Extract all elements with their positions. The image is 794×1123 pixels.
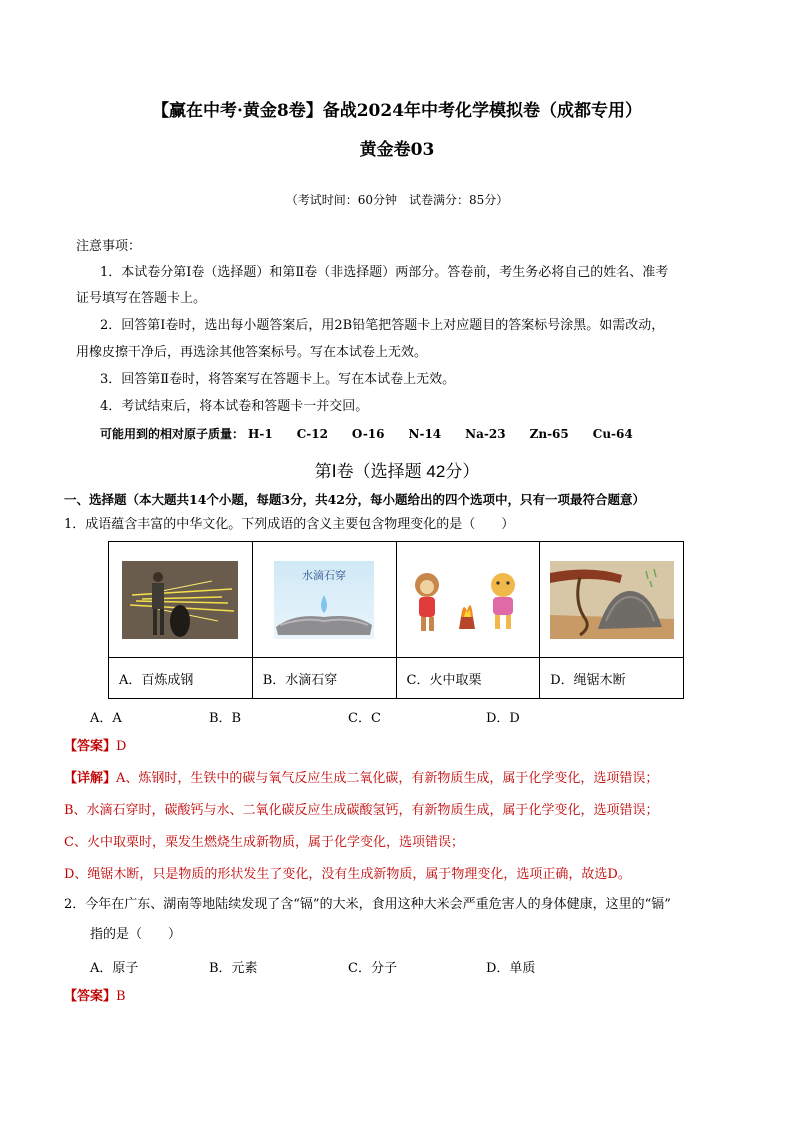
answer-label: 【答案】 — [64, 989, 117, 1004]
atomic-mass-line — [100, 425, 633, 443]
note-item: 用橡皮擦干净后，再选涂其他答案标号。写在本试卷上无效。 — [76, 345, 428, 360]
q1-image-cell-b — [252, 542, 396, 658]
answer-label: 【答案】 — [64, 739, 117, 754]
q2-option-a: A．原子 — [90, 961, 139, 976]
q2-stem: 2．今年在广东、湖南等地陆续发现了含“镉”的大米，食用这种大米会严重危害人的身体健康，这里的“镉” — [64, 897, 671, 912]
q1-explanation-line: 【详解】A、炼钢时，生铁中的碳与氧气反应生成二氧化碳，有新物质生成，属于化学变化，选项错误； — [64, 771, 659, 786]
rope-saw-wood-illustration — [550, 561, 674, 639]
q1-cell-label: B．水滴石穿 — [252, 658, 396, 699]
page-title: 【赢在中考·黄金8卷】备战2024年中考化学模拟卷（成都专用） — [151, 101, 643, 121]
note-item: 证号填写在答题卡上。 — [76, 291, 207, 306]
q1-cell-label: C．火中取栗 — [396, 658, 540, 699]
note-item: 4．考试结束后，将本试卷和答题卡一并交回。 — [100, 399, 369, 414]
q1-cell-label: A．百炼成钢 — [109, 658, 253, 699]
notes-heading: 注意事项： — [76, 239, 142, 254]
q2-answer — [64, 988, 126, 1006]
dripping-stone-illustration — [274, 561, 374, 639]
q1-cell-label: D．绳锯木断 — [540, 658, 684, 699]
q1-image-cell-c — [396, 542, 540, 658]
q1-option-c: C．C — [348, 711, 381, 726]
atomic-mass: N-14 — [408, 427, 442, 441]
q1-explanation-line: C、火中取栗时，栗发生燃烧生成新物质，属于化学变化，选项错误； — [64, 835, 464, 850]
q2-stem-cont: 指的是（ ） — [90, 927, 182, 942]
answer-value: D — [116, 739, 127, 754]
atomic-mass: Cu-64 — [592, 427, 633, 441]
atomic-mass: Na-23 — [465, 427, 506, 441]
atomic-mass: O-16 — [351, 427, 385, 441]
q2-option-c: C．分子 — [348, 961, 397, 976]
note-item: 2．回答第Ⅰ卷时，选出每小题答案后，用2B铅笔把答题卡上对应题目的答案标号涂黑。如需改动， — [100, 318, 665, 333]
q2-option-d: D．单质 — [486, 961, 536, 976]
blacksmith-illustration — [122, 561, 238, 639]
atomic-mass-label: 可能用到的相对原子质量： — [100, 427, 245, 441]
atomic-mass: C-12 — [296, 427, 328, 441]
atomic-mass: Zn-65 — [529, 427, 569, 441]
answer-value: B — [116, 989, 126, 1004]
q1-option-table — [108, 541, 684, 699]
q1-option-d: D．D — [486, 711, 520, 726]
q1-explanation-line: D、绳锯木断，只是物质的形状发生了变化，没有生成新物质，属于物理变化，选项正确，故选D。 — [64, 867, 631, 882]
q1-explanation-line: B、水滴石穿时，碳酸钙与水、二氧化碳反应生成碳酸氢钙，有新物质生成，属于化学变化，选项错误； — [64, 803, 659, 818]
section-instruction: 一、选择题（本大题共14个小题，每题3分，共42分，每小题给出的四个选项中，只有一项最符合题意） — [64, 492, 646, 507]
fire-chestnut-illustration — [401, 561, 535, 639]
q1-option-a: A．A — [90, 711, 122, 726]
q1-option-b: B．B — [209, 711, 242, 726]
q1-answer — [64, 738, 126, 756]
explain-label: 【详解】 — [64, 771, 117, 786]
note-item: 1．本试卷分第Ⅰ卷（选择题）和第Ⅱ卷（非选择题）两部分。答卷前，考生务必将自己的姓名、准考 — [100, 265, 669, 280]
q1-image-b-caption: 水滴石穿 — [302, 568, 347, 582]
page-subtitle: 黄金卷03 — [359, 140, 435, 160]
exam-info: （考试时间：60分钟 试卷满分：85分） — [285, 193, 509, 207]
q1-image-cell-a — [109, 542, 253, 658]
q1-stem: 1．成语蕴含丰富的中华文化。下列成语的含义主要包含物理变化的是（ ） — [64, 517, 515, 532]
note-item: 3．回答第Ⅱ卷时，将答案写在答题卡上。写在本试卷上无效。 — [100, 372, 456, 387]
q2-option-b: B．元素 — [209, 961, 258, 976]
section-title: 第Ⅰ卷（选择题 42分） — [314, 462, 480, 481]
atomic-mass: H-1 — [248, 427, 273, 441]
q1-image-cell-d — [540, 542, 684, 658]
